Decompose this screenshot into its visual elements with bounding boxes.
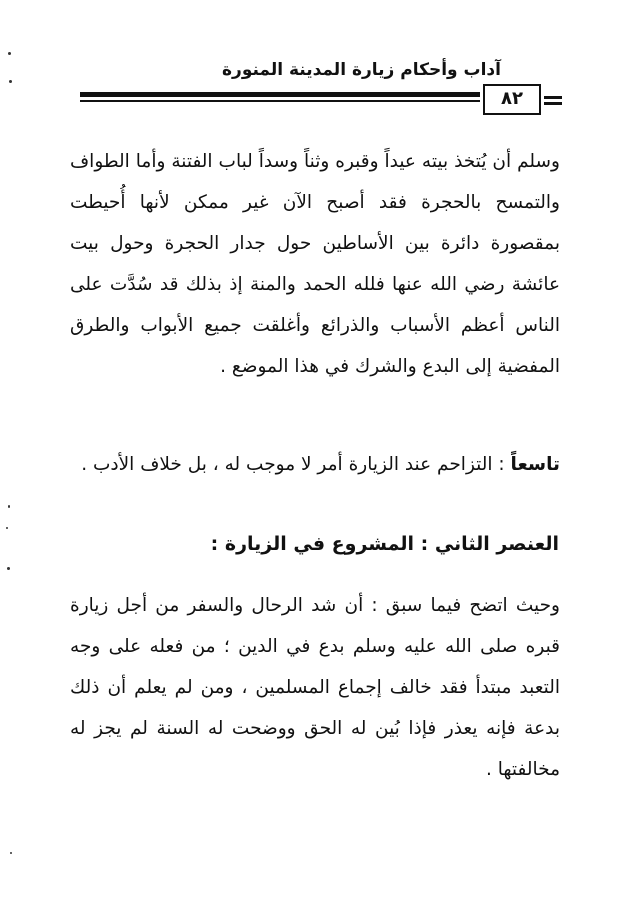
section-heading: العنصر الثاني : المشروع في الزيارة : xyxy=(210,533,559,555)
header-ornament-bottom xyxy=(544,102,562,105)
paragraph-1: وسلم أن يُتخذ بيته عيداً وقبره وثناً وسداً لباب الفتنة وأما الطواف والتمسح بالحجرة فقد أصبح الآن غير ممكن لأنها أُحيطت بمقصورة دائرة بين الأساطين حول جدار الحجرة وحول بيت عائشة رضي الله عنها فلله الحمد والمنة إذ بذلك قد سُدَّت على الناس أعظم الأسباب والذرائع وأغلقت جميع الأبواب والطرق المفضية إلى البدع والشرك في هذا الموضع . xyxy=(70,151,560,377)
paragraph-2 xyxy=(70,444,560,485)
running-header-title: آداب وأحكام زيارة المدينة المنورة xyxy=(222,60,501,80)
margin-speck xyxy=(8,52,11,55)
header-rule-thin xyxy=(80,100,480,102)
header-rule-thick xyxy=(80,92,480,97)
paragraph-3: وحيث اتضح فيما سبق : أن شد الرحال والسفر من أجل زيارة قبره صلى الله عليه وسلم بدع في الدين ؛ من فعله على وجه التعبد مبتدأ فقد خالف إجماع المسلمين ، ومن لم يعلم أن ذلك بدعة فإنه يعذر فإذا بُين له الحق ووضحت له السنة لم يجز له مخالفتها . xyxy=(70,595,560,780)
paragraph-2-text: : التزاحم عند الزيارة أمر لا موجب له ، بل خلاف الأدب . xyxy=(81,454,511,475)
margin-speck xyxy=(8,505,10,508)
paragraph-2-lead: تاسعاً xyxy=(510,454,560,475)
margin-speck xyxy=(9,80,12,83)
header-ornament-top xyxy=(544,96,562,99)
margin-speck xyxy=(10,852,12,854)
margin-speck xyxy=(6,527,8,529)
margin-speck xyxy=(7,567,10,570)
page-number: ٨٢ xyxy=(483,84,541,115)
